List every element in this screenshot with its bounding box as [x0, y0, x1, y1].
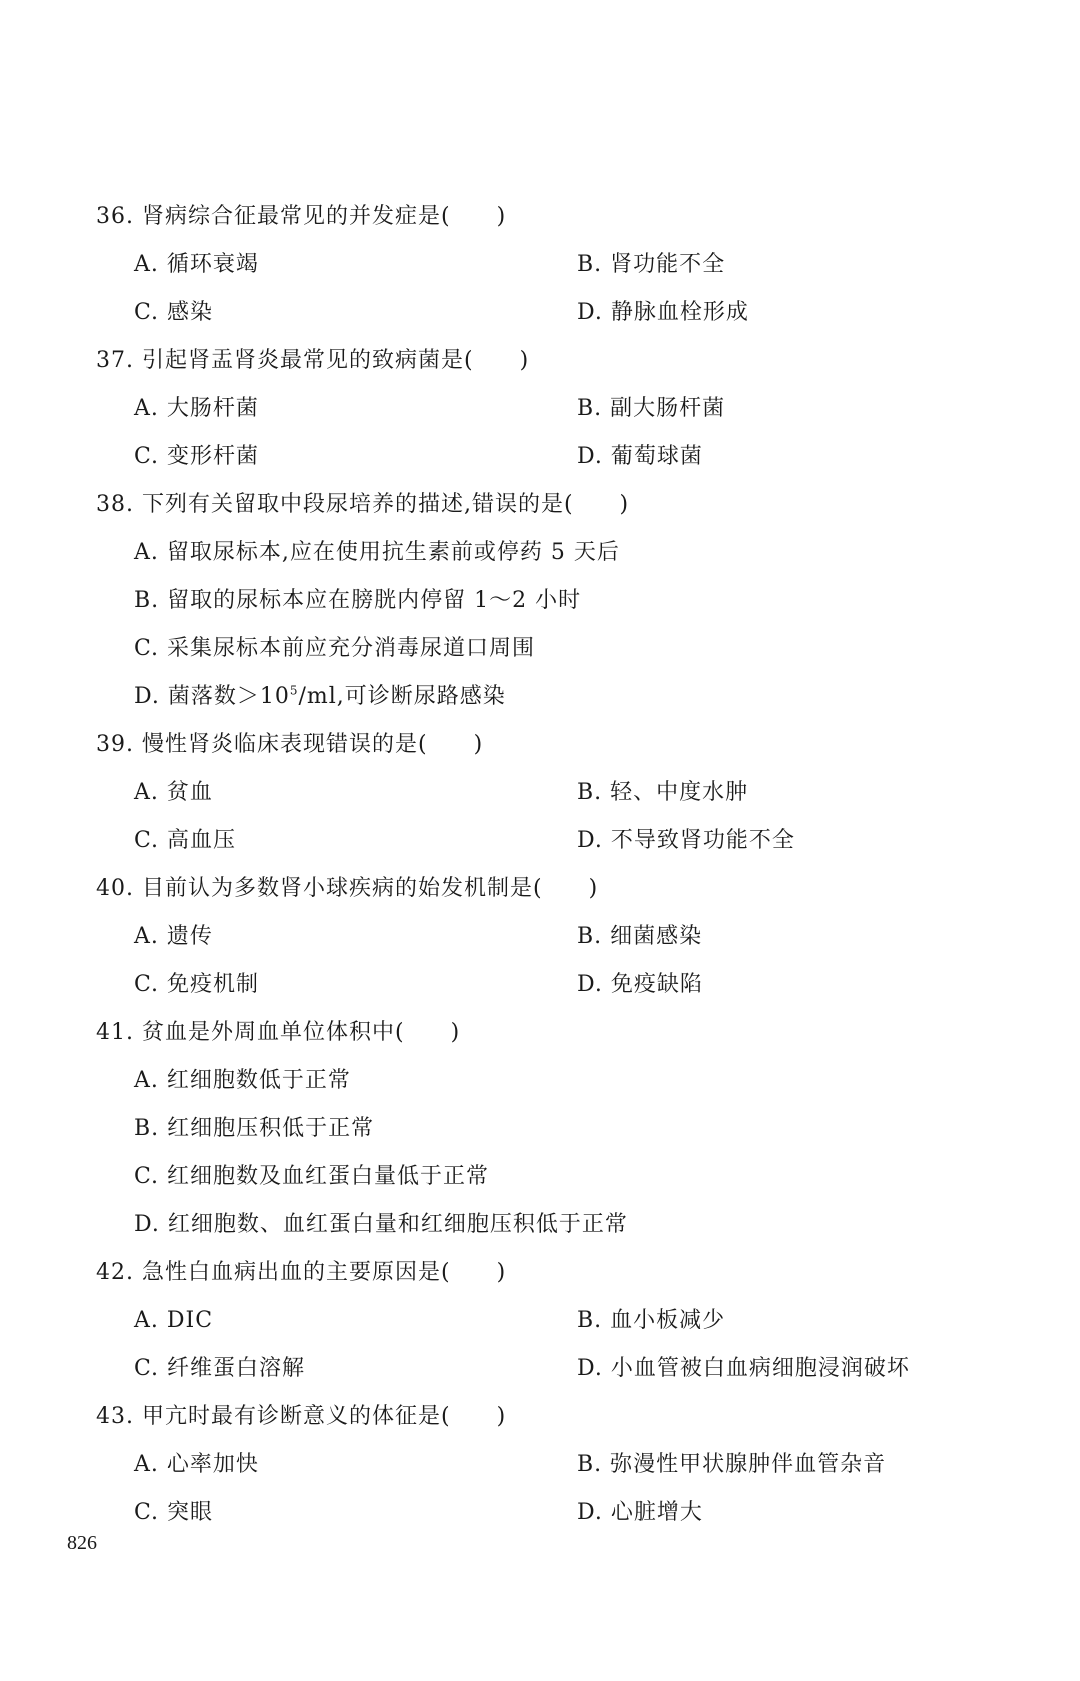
question-37-stem: 37. 引起肾盂肾炎最常见的致病菌是( ) [96, 348, 530, 373]
question-38-option-c: C. 采集尿标本前应充分消毒尿道口周围 [134, 636, 536, 661]
question-43-option-a: A. 心率加快 [134, 1452, 259, 1477]
question-40-option-b: B. 细菌感染 [577, 924, 703, 949]
question-36-stem: 36. 肾病综合征最常见的并发症是( ) [96, 204, 507, 229]
question-36-option-b: B. 肾功能不全 [577, 252, 726, 277]
question-37-option-b: B. 副大肠杆菌 [577, 396, 726, 421]
question-43-option-c: C. 突眼 [134, 1500, 214, 1525]
page-number: 826 [67, 1532, 97, 1554]
question-40-option-d: D. 免疫缺陷 [577, 972, 703, 997]
question-36-option-a: A. 循环衰竭 [134, 252, 259, 277]
question-40-option-c: C. 免疫机制 [134, 972, 260, 997]
question-41-option-a: A. 红细胞数低于正常 [134, 1068, 351, 1093]
question-38-option-d-suffix: /ml,可诊断尿路感染 [298, 684, 506, 709]
question-38-option-d-prefix: D. 菌落数＞10 [134, 684, 290, 709]
question-42-option-c: C. 纤维蛋白溶解 [134, 1356, 306, 1381]
question-42-option-d: D. 小血管被白血病细胞浸润破坏 [577, 1356, 910, 1381]
question-39-option-b: B. 轻、中度水肿 [577, 780, 749, 805]
question-41-stem: 41. 贫血是外周血单位体积中( ) [96, 1020, 461, 1045]
question-42-stem: 42. 急性白血病出血的主要原因是( ) [96, 1260, 507, 1285]
question-40-stem: 40. 目前认为多数肾小球疾病的始发机制是( ) [96, 876, 599, 901]
question-43-option-d: D. 心脏增大 [577, 1500, 703, 1525]
question-39-option-c: C. 高血压 [134, 828, 237, 853]
question-41-option-d: D. 红细胞数、血红蛋白量和红细胞压积低于正常 [134, 1212, 628, 1237]
question-37-option-a: A. 大肠杆菌 [134, 396, 259, 421]
question-42-option-b: B. 血小板减少 [577, 1308, 726, 1333]
question-39-stem: 39. 慢性肾炎临床表现错误的是( ) [96, 732, 484, 757]
question-38-option-d-exponent: 5 [289, 683, 299, 698]
question-39-option-a: A. 贫血 [134, 780, 213, 805]
question-36-option-d: D. 静脉血栓形成 [577, 300, 749, 325]
question-36-option-c: C. 感染 [134, 300, 214, 325]
question-38-option-b: B. 留取的尿标本应在膀胱内停留 1～2 小时 [134, 588, 582, 613]
question-43-option-b: B. 弥漫性甲状腺肿伴血管杂音 [577, 1452, 887, 1477]
question-38-option-a: A. 留取尿标本,应在使用抗生素前或停药 5 天后 [134, 540, 620, 565]
question-39-option-d: D. 不导致肾功能不全 [577, 828, 795, 853]
question-37-option-c: C. 变形杆菌 [134, 444, 260, 469]
question-40-option-a: A. 遗传 [134, 924, 213, 949]
question-37-option-d: D. 葡萄球菌 [577, 444, 703, 469]
question-38-option-d [134, 682, 506, 712]
question-41-option-c: C. 红细胞数及血红蛋白量低于正常 [134, 1164, 490, 1189]
question-41-option-b: B. 红细胞压积低于正常 [134, 1116, 375, 1141]
question-42-option-a: A. DIC [134, 1308, 214, 1333]
question-38-stem: 38. 下列有关留取中段尿培养的描述,错误的是( ) [96, 492, 630, 517]
question-43-stem: 43. 甲亢时最有诊断意义的体征是( ) [96, 1404, 507, 1429]
